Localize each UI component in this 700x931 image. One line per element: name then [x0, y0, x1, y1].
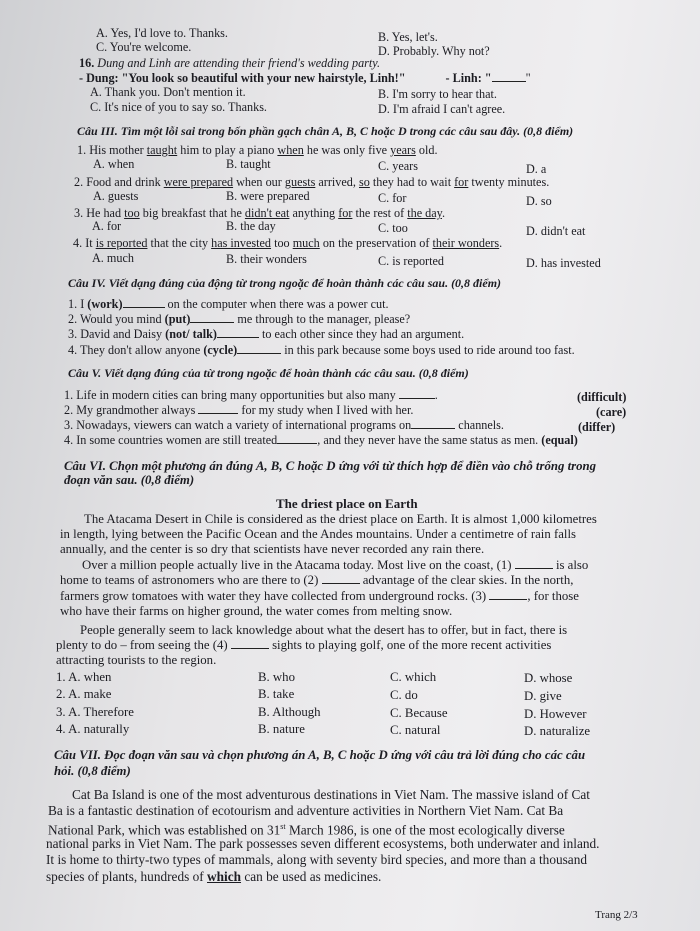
p3-line3: attracting tourists to the region. — [56, 653, 217, 667]
page-number: Trang 2/3 — [595, 909, 638, 921]
sec6-q3-option-a: 3. A. Therefore — [56, 705, 134, 719]
sec6-q1-option-d: D. whose — [524, 671, 573, 685]
q16-dialogue: - Dung: "You look so beautiful with your new hairstyle, Linh!" - Linh: " " — [79, 71, 531, 85]
sec4-q4: 4. They don't allow anyone (cycle) in this park because some boys used to ride around too fast. — [68, 343, 575, 357]
passage-title: The driest place on Earth — [276, 496, 418, 511]
sec3-q2: 2. Food and drink were prepared when our guests arrived, so they had to wait for twenty minutes. — [74, 175, 550, 189]
sec3-q1-option-c: C. years — [378, 159, 418, 173]
sec3-q3-option-c: C. too — [378, 221, 408, 235]
sec5-q3: 3. Nowadays, viewers can watch a variety of international programs on channels. — [64, 418, 504, 432]
p2-line2: home to teams of astronomers who are there to (2) advantage of the clear skies. In the north, — [60, 573, 574, 587]
section-4-heading: Câu IV. Viết dạng đúng của động từ trong ngoặc để hoàn thành các câu sau. (0,8 điểm) — [68, 276, 502, 290]
p1-line2: in length, lying between the Pacific Ocean and the Andes mountains. Under a centimetre of rain falls — [60, 527, 576, 541]
p7-line4: national parks in Viet Nam. The park possesses seven different ecosystems, both underwater and inland. — [46, 836, 600, 851]
sec6-q4-option-c: C. natural — [390, 723, 441, 737]
sec3-q2-option-c: C. for — [378, 191, 407, 205]
p7-line1: Cat Ba Island is one of the most adventurous destinations in Viet Nam. The massive island of Cat — [72, 787, 590, 802]
sec3-q4-option-b: B. their wonders — [226, 252, 307, 266]
q16-blank — [492, 71, 526, 82]
sec6-q2-option-d: D. give — [524, 689, 562, 703]
p7-line3: National Park, which was established on 31st March 1986, is one of the most ecologically diverse — [48, 822, 565, 838]
p1-line3: annually, and the center is so dry that scientists have never recorded any rain there. — [60, 542, 485, 556]
sec3-q3-option-a: A. for — [92, 219, 122, 233]
sec3-q4-option-d: D. has invested — [526, 256, 601, 270]
p2-line3: farmers grow tomatoes with water they have collected from underground rocks. (3) , for those — [60, 589, 579, 603]
q15-option-c: C. You're welcome. — [96, 40, 192, 54]
q16-dung-line: - Dung: "You look so beautiful with your new hairstyle, Linh!" — [79, 71, 406, 85]
section-7-heading-line1: Câu VII. Đọc đoạn văn sau và chọn phương án A, B, C hoặc D ứng với câu trả lời đúng cho các câu — [54, 748, 586, 762]
sec5-q2: 2. My grandmother always for my study when I lived with her. — [64, 403, 414, 417]
p7-line5: It is home to thirty-two types of mammals, along with seventy bird species, and more than a thousand — [46, 852, 588, 867]
p3-line1: People generally seem to lack knowledge about what the desert has to offer, but in fact, there is — [80, 623, 568, 637]
section-6-heading-line2: đoạn văn sau. (0,8 điểm) — [64, 473, 195, 487]
underlined-which: which — [207, 869, 242, 884]
sec3-q2-option-d: D. so — [526, 194, 552, 208]
sec3-q1-option-d: D. a — [526, 162, 547, 176]
sec5-q4-word: (equal) — [541, 433, 578, 447]
sec4-q2: 2. Would you mind (put) me through to the manager, please? — [68, 312, 411, 326]
sec5-q4: 4. In some countries women are still treated , and they never have the same status as men. (equal) — [64, 433, 578, 447]
q16-stem: 16. Dung and Linh are attending their friend's wedding party. — [79, 56, 381, 70]
sec5-q3-word: (differ) — [578, 420, 616, 434]
q16-option-b: B. I'm sorry to hear that. — [378, 87, 497, 101]
sec3-q2-option-a: A. guests — [93, 189, 139, 203]
section-7-heading-line2: hỏi. (0,8 điểm) — [54, 764, 131, 778]
sec6-q1-option-a: 1. A. when — [56, 670, 112, 684]
q15-option-d: D. Probably. Why not? — [378, 44, 490, 58]
sec3-q4-option-c: C. is reported — [378, 254, 445, 268]
sec6-q1-option-c: C. which — [390, 670, 437, 684]
sec6-q2-option-c: C. do — [390, 688, 418, 702]
q16-option-c: C. It's nice of you to say so. Thanks. — [90, 100, 267, 114]
sec3-q2-option-b: B. were prepared — [226, 189, 310, 203]
p2-line1: Over a million people actually live in the Atacama today. Most live on the coast, (1) is also — [82, 558, 589, 572]
q15-option-a: A. Yes, I'd love to. Thanks. — [96, 26, 228, 40]
sec3-q1-option-b: B. taught — [226, 157, 271, 171]
section-6-heading-line1: Câu VI. Chọn một phương án đúng A, B, C hoặc D ứng với từ thích hợp để điền vào chỗ trống trong — [64, 459, 597, 473]
sec4-q3: 3. David and Daisy (not/ talk) to each other since they had an argument. — [68, 327, 465, 341]
sec6-q2-option-b: B. take — [258, 687, 295, 701]
q16-linh-line: - Linh: " — [445, 71, 492, 85]
sec3-q3: 3. He had too big breakfast that he didn't eat anything for the rest of the day. — [74, 206, 446, 220]
sec3-q4-option-a: A. much — [92, 251, 134, 265]
p7-line6: species of plants, hundreds of which can be used as medicines. — [46, 869, 382, 884]
sec6-q2-option-a: 2. A. make — [56, 687, 112, 701]
sec6-q3-option-b: B. Although — [258, 705, 321, 719]
sec3-q3-option-d: D. didn't eat — [526, 224, 586, 238]
sec3-q1-option-a: A. when — [93, 157, 135, 171]
sec3-q3-option-b: B. the day — [226, 219, 276, 233]
sec4-q1: 1. I (work) on the computer when there was a power cut. — [68, 297, 389, 311]
q16-option-a: A. Thank you. Don't mention it. — [90, 85, 246, 99]
section-3-heading: Câu III. Tìm một lỗi sai trong bốn phần gạch chân A, B, C hoặc D trong các câu sau đây. (0,8 điểm) — [77, 124, 574, 138]
section-5-heading: Câu V. Viết dạng đúng của từ trong ngoặc để hoàn thành các câu sau. (0,8 điểm) — [68, 366, 469, 380]
q15-option-b: B. Yes, let's. — [378, 30, 438, 44]
sec5-q2-word: (care) — [596, 405, 627, 419]
sec3-q4: 4. It is reported that the city has invested too much on the preservation of their wonders. — [73, 236, 503, 250]
p3-line2: plenty to do – from seeing the (4) sights to playing golf, one of the more recent activities — [56, 638, 552, 652]
sec6-q4-option-b: B. nature — [258, 722, 305, 736]
p1-line1: The Atacama Desert in Chile is considered as the driest place on Earth. It is almost 1,000 kilometres — [84, 512, 597, 526]
q16-option-d: D. I'm afraid I can't agree. — [378, 102, 506, 116]
p7-line2: Ba is a fantastic destination of ecotourism and adventure activities in Northern Viet Nam. Cat Ba — [48, 803, 564, 818]
sec6-q4-option-d: D. naturalize — [524, 724, 591, 738]
sec6-q1-option-b: B. who — [258, 670, 295, 684]
sec5-q1-word: (difficult) — [577, 390, 627, 404]
sec5-q1: 1. Life in modern cities can bring many opportunities but also many . — [64, 388, 438, 402]
p2-line4: who have their farms on higher ground, the water comes from melting snow. — [60, 604, 453, 618]
sec6-q3-option-c: C. Because — [390, 706, 448, 720]
sec3-q1: 1. His mother taught him to play a piano when he was only five years old. — [77, 143, 438, 157]
sec6-q3-option-d: D. However — [524, 707, 587, 721]
sec6-q4-option-a: 4. A. naturally — [56, 722, 130, 736]
